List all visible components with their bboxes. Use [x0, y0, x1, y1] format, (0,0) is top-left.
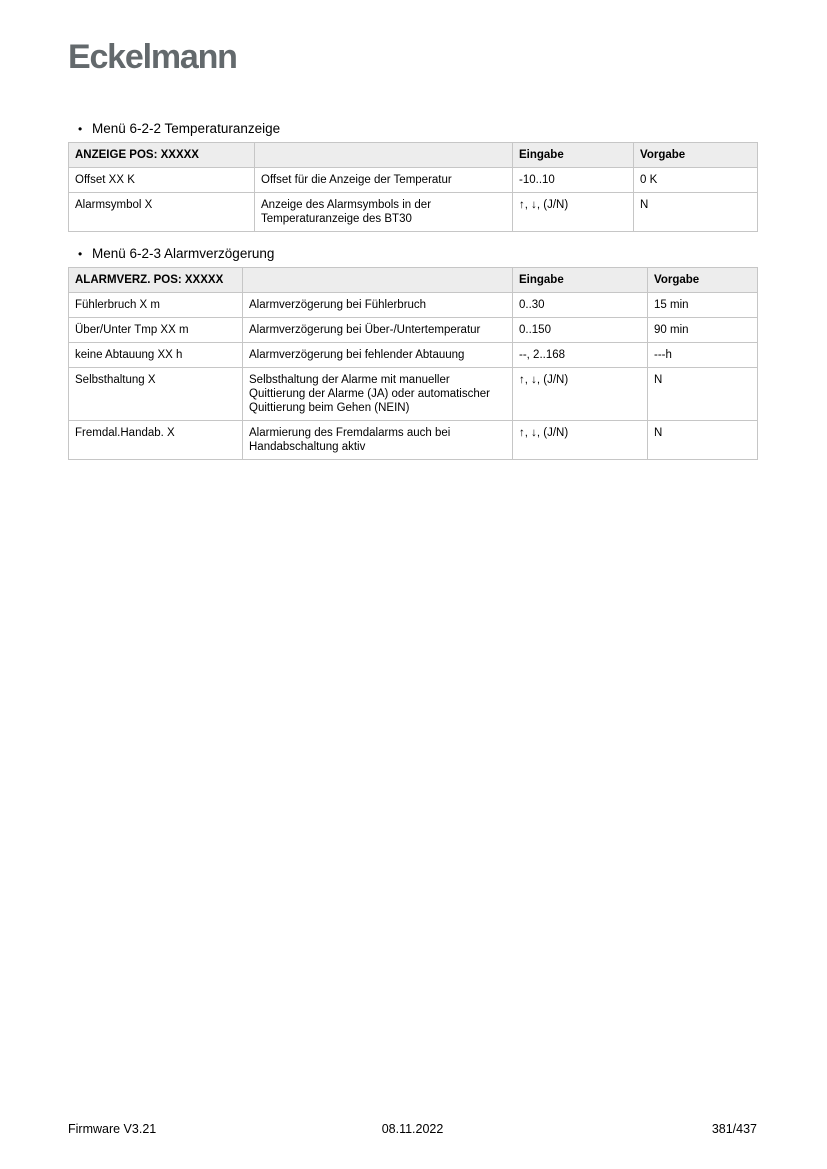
- page-content: [68, 0, 757, 460]
- vorgabe-cell: 90 min: [648, 318, 758, 343]
- table-header-cell-pos: ALARMVERZ. POS: XXXXX: [69, 268, 243, 293]
- eingabe-cell: -10..10: [513, 168, 634, 193]
- table-header-cell-vorgabe: Vorgabe: [648, 268, 758, 293]
- table-header-row: [69, 143, 758, 168]
- description-cell: Alarmverzögerung bei fehlender Abtauung: [243, 343, 513, 368]
- eckelmann-logo: Eckelmann: [68, 38, 237, 76]
- eingabe-cell: 0..150: [513, 318, 648, 343]
- eingabe-cell: --, 2..168: [513, 343, 648, 368]
- table-header-row: [69, 268, 758, 293]
- table-row: [69, 421, 758, 460]
- description-cell: Alarmverzögerung bei Fühlerbruch: [243, 293, 513, 318]
- bullet-icon: •: [78, 122, 83, 136]
- vorgabe-cell: N: [634, 193, 758, 232]
- section-heading-temperaturanzeige: [78, 121, 757, 137]
- vorgabe-cell: N: [648, 368, 758, 421]
- vorgabe-cell: ---h: [648, 343, 758, 368]
- param-name-cell: keine Abtauung XX h: [69, 343, 243, 368]
- vorgabe-cell: N: [648, 421, 758, 460]
- param-name-cell: Selbsthaltung X: [69, 368, 243, 421]
- table-header-cell-pos: ANZEIGE POS: XXXXX: [69, 143, 255, 168]
- table-alarmverzoegerung: [68, 267, 758, 460]
- footer-page-number: 381/437: [711, 1122, 758, 1136]
- table-header-cell-eingabe: Eingabe: [513, 268, 648, 293]
- table-row: [69, 343, 758, 368]
- table-row: [69, 293, 758, 318]
- table-row: [69, 168, 758, 193]
- table-temperaturanzeige: [68, 142, 758, 232]
- eingabe-cell: ↑, ↓, (J/N): [513, 368, 648, 421]
- eingabe-cell: ↑, ↓, (J/N): [513, 421, 648, 460]
- description-cell: Offset für die Anzeige der Temperatur: [255, 168, 513, 193]
- table-header-cell-vorgabe: Vorgabe: [634, 143, 758, 168]
- footer-date: 08.11.2022: [381, 1122, 444, 1136]
- param-name-cell: Offset XX K: [69, 168, 255, 193]
- param-name-cell: Fühlerbruch X m: [69, 293, 243, 318]
- description-cell: Anzeige des Alarmsymbols in der Temperaturanzeige des BT30: [255, 193, 513, 232]
- vorgabe-cell: 0 K: [634, 168, 758, 193]
- description-cell: Selbsthaltung der Alarme mit manueller Quittierung der Alarme (JA) oder automatischer Quittierung beim Gehen (NEIN): [243, 368, 513, 421]
- table-header-cell-description: [255, 143, 513, 168]
- vorgabe-cell: 15 min: [648, 293, 758, 318]
- param-name-cell: Über/Unter Tmp XX m: [69, 318, 243, 343]
- bullet-icon: •: [78, 247, 83, 261]
- section-heading-alarmverzoegerung: [78, 246, 757, 262]
- footer-firmware-version: Firmware V3.21: [68, 1122, 157, 1136]
- section-heading-label: Menü 6-2-2 Temperaturanzeige: [92, 121, 281, 136]
- table-row: [69, 368, 758, 421]
- eingabe-cell: ↑, ↓, (J/N): [513, 193, 634, 232]
- param-name-cell: Fremdal.Handab. X: [69, 421, 243, 460]
- description-cell: Alarmverzögerung bei Über-/Untertemperatur: [243, 318, 513, 343]
- page-footer: [68, 1122, 757, 1136]
- table-row: [69, 193, 758, 232]
- section-heading-label: Menü 6-2-3 Alarmverzögerung: [92, 246, 275, 261]
- table-header-cell-description: [243, 268, 513, 293]
- table-header-cell-eingabe: Eingabe: [513, 143, 634, 168]
- table-row: [69, 318, 758, 343]
- description-cell: Alarmierung des Fremdalarms auch bei Handabschaltung aktiv: [243, 421, 513, 460]
- param-name-cell: Alarmsymbol X: [69, 193, 255, 232]
- eingabe-cell: 0..30: [513, 293, 648, 318]
